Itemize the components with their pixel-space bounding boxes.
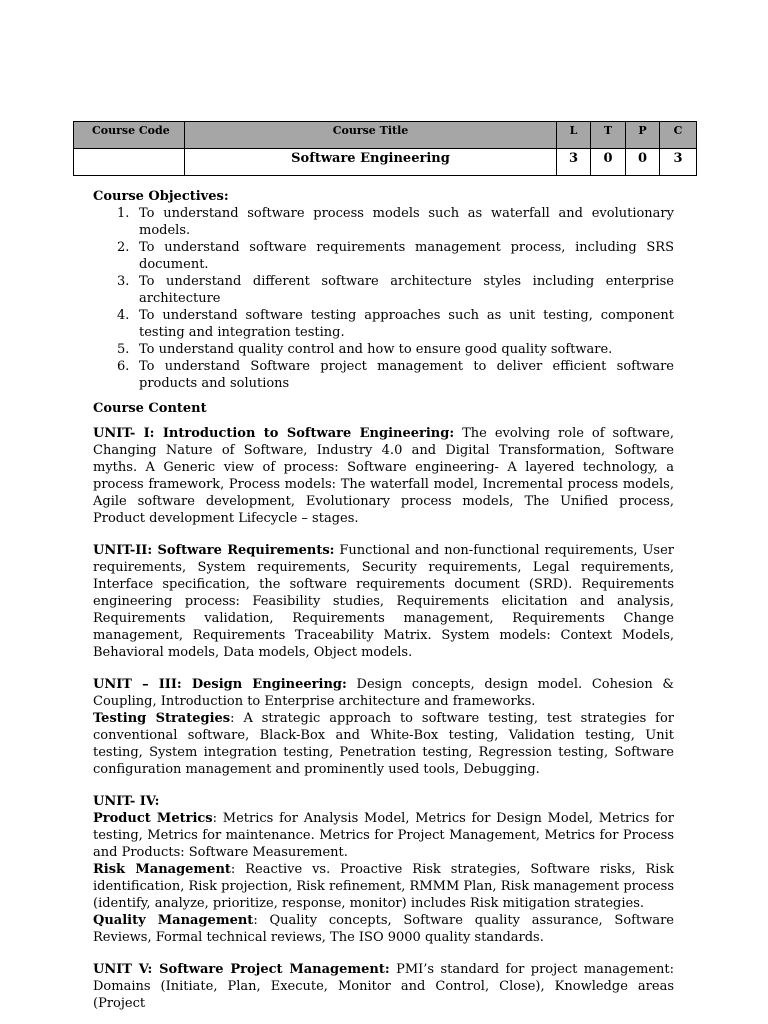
l-value: 3	[557, 149, 591, 176]
objective-item: 5. To understand quality control and how to ensure good quality software.	[117, 342, 613, 357]
objectives-heading: Course Objectives:	[93, 189, 229, 204]
objective-item: 3. To understand different software architecture styles including enterprise architecture	[117, 274, 674, 306]
unit-1-text: The evolving role of software, Changing Nature of Software, Industry 4.0 and Digital Transformation, Software myths. A Generic view of process: Software engineering- A layered technology, a process framework, Process models: The waterfall model, Incremental process models, Agile software development, Evolutionary process models, The Unified process, Product development Lifecycle – stages.	[93, 426, 674, 526]
course-title-cell: Software Engineering	[185, 149, 557, 176]
unit-5-section	[93, 961, 674, 1012]
risk-management-title: Risk Management	[93, 862, 231, 877]
product-metrics-text: : Metrics for Analysis Model, Metrics for Design Model, Metrics for testing, Metrics for maintenance. Metrics for Project Management, Metrics for Process and Products: Software Measurement.	[93, 811, 674, 860]
course-code-cell	[74, 149, 185, 176]
course-content	[93, 188, 674, 1012]
objective-item: 2. To understand software requirements management process, including SRS document.	[117, 240, 674, 272]
unit-3-title: UNIT – III: Design Engineering:	[93, 677, 347, 692]
testing-strategies-paragraph	[93, 710, 674, 778]
header-course-code: Course Code	[74, 122, 185, 149]
unit-4-section	[93, 793, 674, 810]
objectives-list	[93, 205, 674, 392]
unit-2-section	[93, 542, 674, 661]
header-course-title: Course Title	[185, 122, 557, 149]
objective-item: 4. To understand software testing approaches such as unit testing, component testing and integration testing.	[117, 308, 674, 340]
course-table-header-row	[74, 122, 697, 149]
course-content-heading: Course Content	[93, 401, 207, 416]
testing-strategies-title: Testing Strategies	[93, 711, 231, 726]
quality-management-paragraph	[93, 912, 674, 946]
risk-management-paragraph	[93, 861, 674, 912]
quality-management-text: : Quality concepts, Software quality assurance, Software Reviews, Formal technical reviews, The ISO 9000 quality standards.	[93, 913, 674, 945]
product-metrics-title: Product Metrics	[93, 811, 213, 826]
unit-4-title: UNIT- IV:	[93, 794, 160, 809]
risk-management-text: : Reactive vs. Proactive Risk strategies, Software risks, Risk identification, Risk projection, Risk refinement, RMMM Plan, Risk management process (identify, analyze, prioritize, response, monitor) includes Risk mitigation strategies.	[93, 862, 674, 911]
course-table-row	[74, 149, 697, 176]
testing-strategies-text: : A strategic approach to software testing, test strategies for conventional software, Black-Box and White-Box testing, Validation testing, Unit testing, System integration testing, Penetration testing, Regression testing, Software configuration management and prominently used tools, Debugging.	[93, 711, 675, 777]
objective-item: 6. To understand Software project management to deliver efficient software products and solutions	[117, 359, 674, 391]
product-metrics-paragraph	[93, 810, 674, 861]
c-value: 3	[660, 149, 697, 176]
header-c: C	[660, 122, 697, 149]
t-value: 0	[591, 149, 626, 176]
header-p: P	[626, 122, 660, 149]
unit-2-text: Functional and non-functional requirements, User requirements, System requirements, Security requirements, Legal requirements, Interface specification, the software requirements document (SRD). Requirements engineering process: Feasibility studies, Requirements elicitation and analysis, Requirements validation, Requirements management, Requirements Change management, Requirements Traceability Matrix. System models: Context Models, Behavioral models, Data models, Object models.	[93, 543, 674, 660]
unit-3-text: Design concepts, design model. Cohesion & Coupling, Introduction to Enterprise architecture and frameworks.	[93, 677, 674, 709]
course-table	[73, 121, 697, 176]
objective-item: 1. To understand software process models such as waterfall and evolutionary models.	[117, 206, 674, 238]
unit-1-section	[93, 425, 674, 527]
header-t: T	[591, 122, 626, 149]
header-l: L	[557, 122, 591, 149]
unit-2-title: UNIT-II: Software Requirements:	[93, 543, 335, 558]
unit-3-section	[93, 676, 674, 710]
p-value: 0	[626, 149, 660, 176]
unit-1-title: UNIT- I: Introduction to Software Engineering:	[93, 426, 455, 441]
quality-management-title: Quality Management	[93, 913, 254, 928]
unit-5-title: UNIT V: Software Project Management:	[93, 962, 390, 977]
unit-5-text: PMI’s standard for project management: Domains (Initiate, Plan, Execute, Monitor and Control, Close), Knowledge areas (Project	[93, 962, 674, 1011]
